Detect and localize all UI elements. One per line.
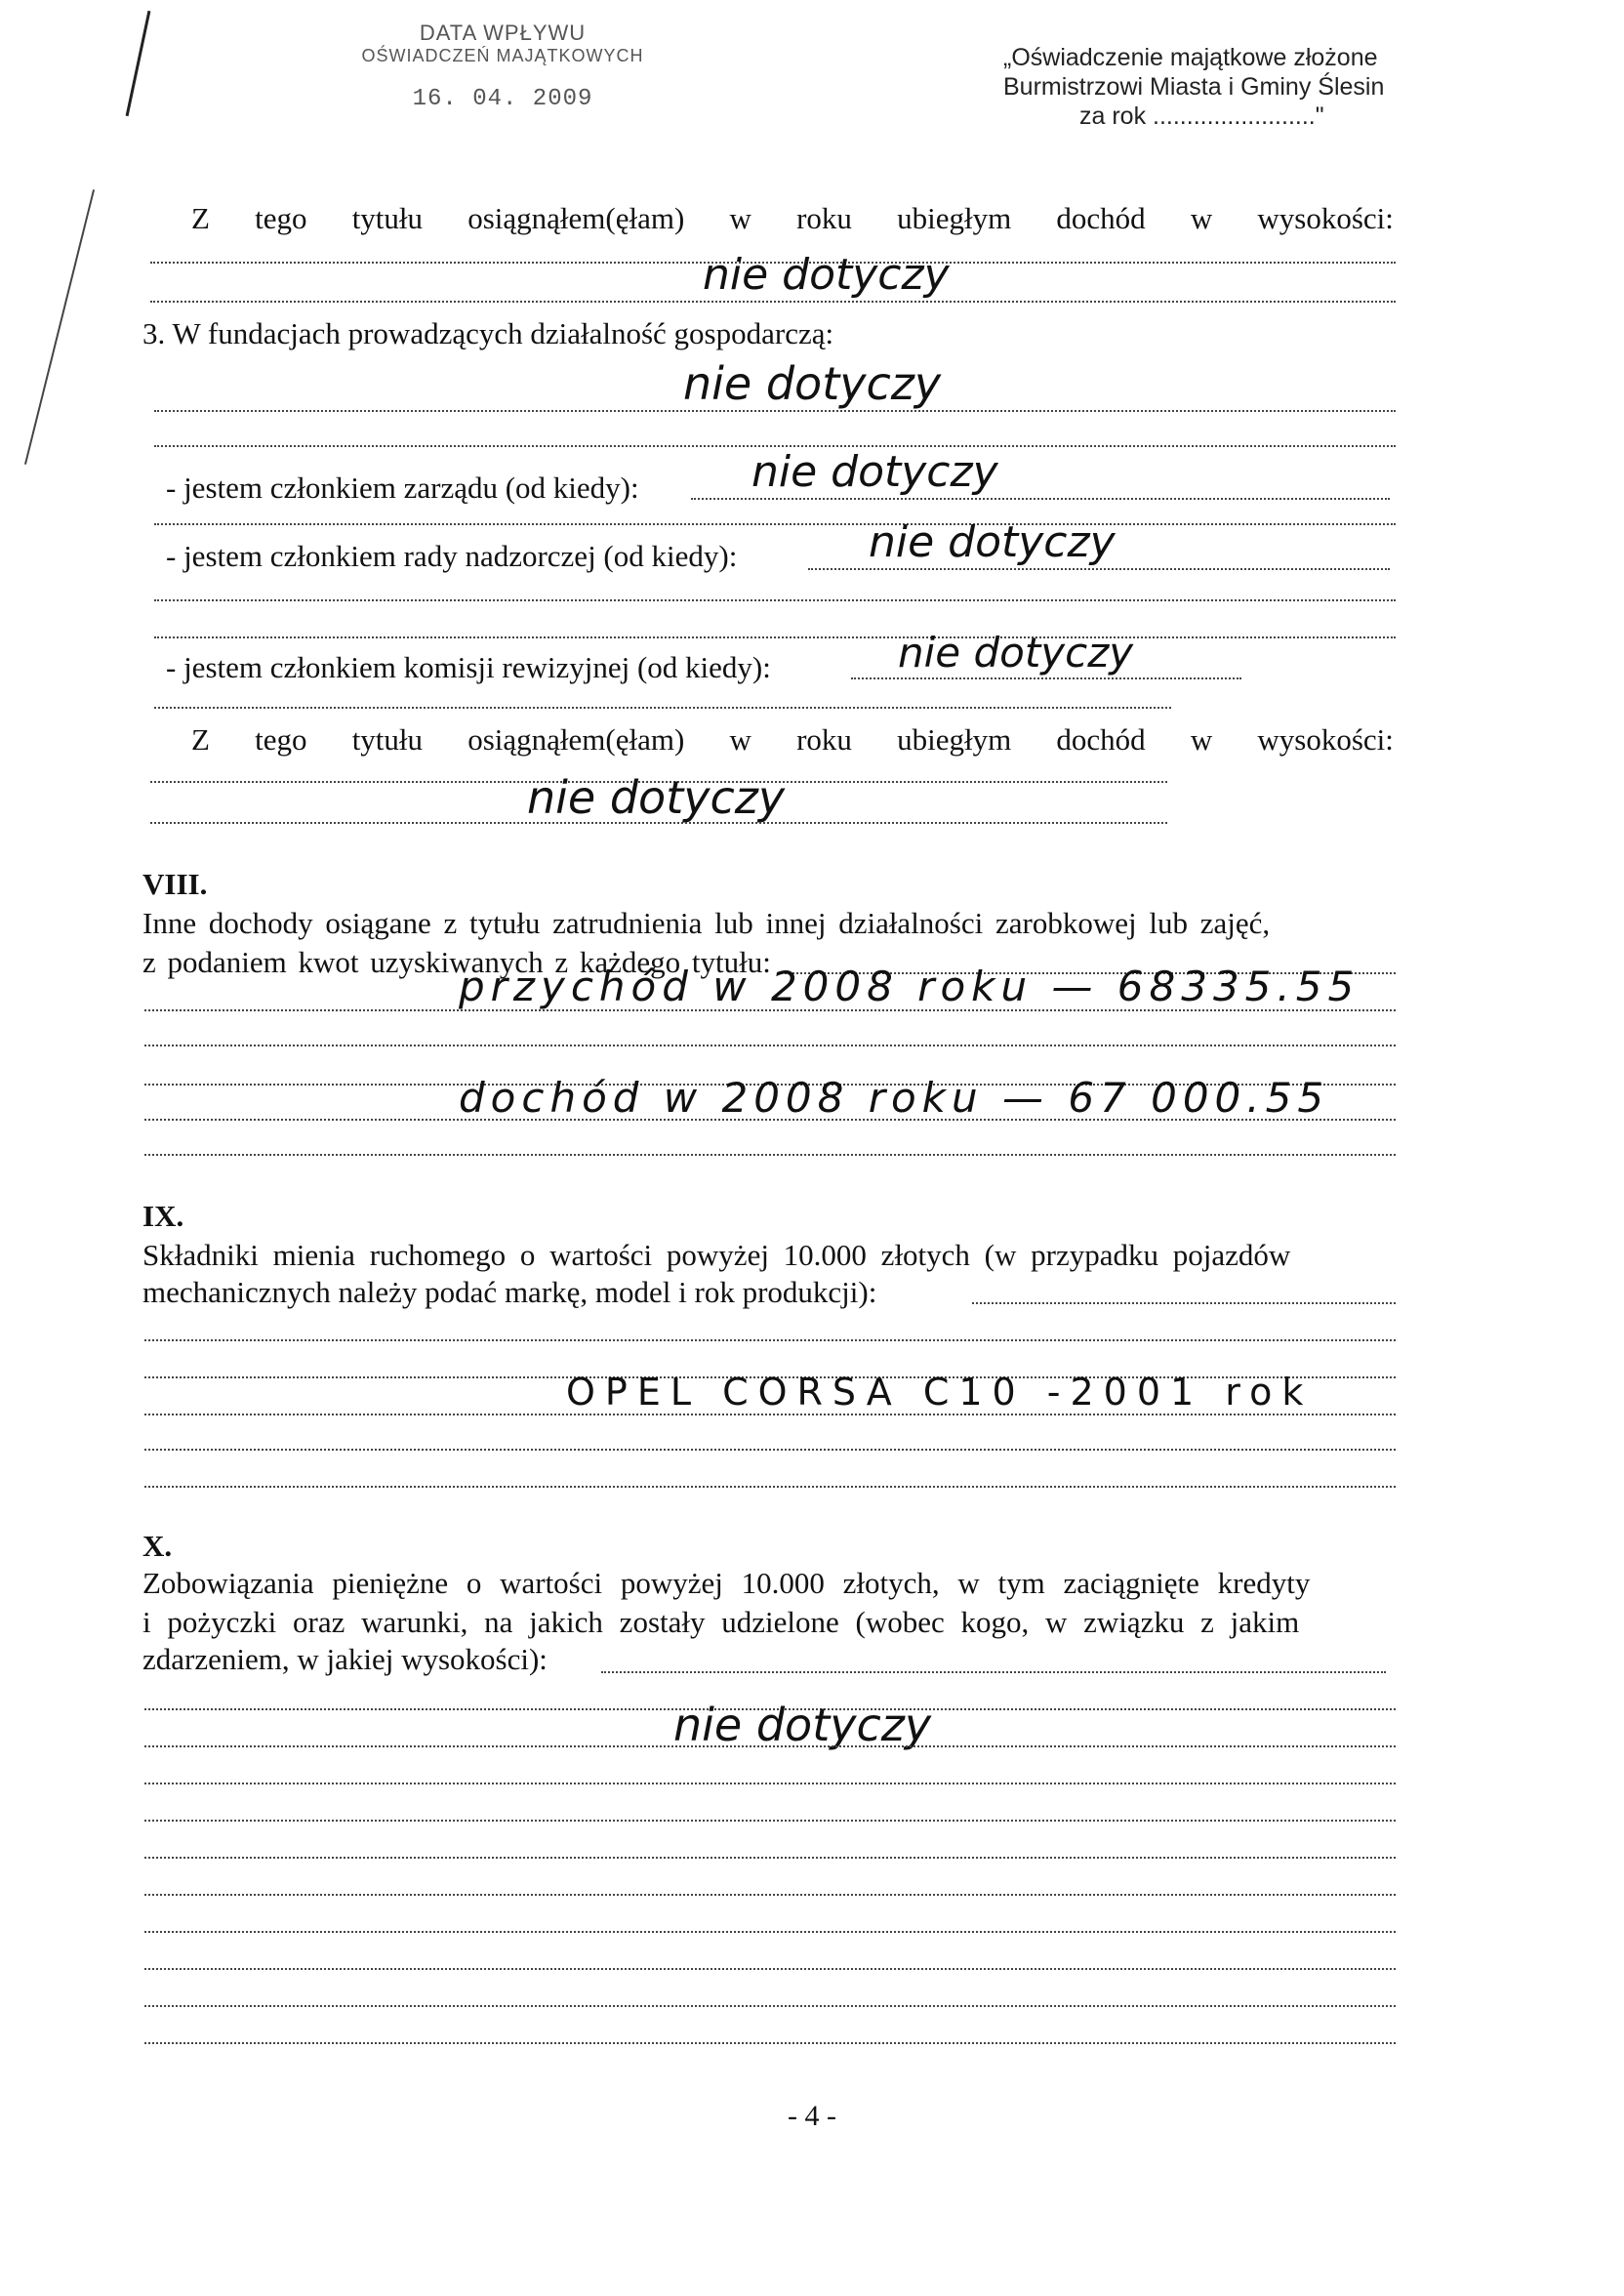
handwritten-income-line-1: przychód w 2008 roku — 68335.55	[459, 963, 1360, 1010]
dotted-line	[144, 1857, 1396, 1859]
stamp-title: DATA WPŁYWU	[419, 20, 587, 45]
header-line-2: Burmistrzowi Miasta i Gminy Ślesin	[1003, 73, 1385, 101]
foundations-label: 3. W fundacjach prowadzących działalność gospodarczą:	[142, 316, 834, 350]
audit-committee-label: - jestem członkiem komisji rewizyjnej (od kiedy):	[166, 650, 771, 684]
section-x-description-2: i pożyczki oraz warunki, na jakich zostały udzielone (wobec kogo, w związku z jakim	[142, 1605, 1300, 1639]
handwritten-answer: nie dotyczy	[673, 1699, 932, 1751]
dotted-line	[144, 1745, 1396, 1747]
dotted-line	[808, 568, 1390, 570]
dotted-line	[154, 599, 1396, 601]
dotted-line	[154, 707, 1171, 709]
handwritten-vehicle: OPEL CORSA C10 -2001 rok	[566, 1371, 1314, 1414]
dotted-line	[144, 1820, 1396, 1822]
dotted-line	[150, 301, 1396, 303]
section-x-description-3: zdarzeniem, w jakiej wysokości):	[142, 1642, 548, 1676]
stamp-subtitle: OŚWIADCZEŃ MAJĄTKOWYCH	[361, 46, 644, 65]
header-line-3: za rok ........................"	[1079, 102, 1324, 130]
dotted-line	[144, 1968, 1396, 1970]
stamp-date: 16. 04. 2009	[412, 86, 593, 112]
header-line-1: „Oświadczenie majątkowe złożone	[1003, 44, 1378, 71]
supervisory-board-label: - jestem członkiem rady nadzorczej (od kiedy):	[166, 539, 738, 573]
scan-edge-mark	[24, 189, 95, 465]
handwritten-answer: nie dotyczy	[527, 771, 786, 824]
dotted-line	[144, 1045, 1396, 1046]
dotted-line	[601, 1671, 1386, 1673]
dotted-line	[144, 1783, 1396, 1784]
section-viii-description-2: z podaniem kwot uzyskiwanych z każdego tytułu:	[142, 945, 771, 979]
dotted-line	[154, 410, 1396, 412]
section-viii-number: VIII.	[142, 867, 208, 901]
scan-edge-mark	[126, 11, 151, 116]
form-header	[1003, 43, 1413, 131]
handwritten-answer: nie dotyczy	[751, 447, 998, 497]
receipt-stamp	[322, 21, 683, 119]
dotted-line	[144, 1894, 1396, 1896]
dotted-line	[144, 1486, 1396, 1488]
section-ix-description: Składniki mienia ruchomego o wartości powyżej 10.000 złotych (w przypadku pojazdów	[142, 1238, 1291, 1272]
dotted-line	[144, 2005, 1396, 2007]
handwritten-answer: nie dotyczy	[869, 517, 1116, 567]
dotted-line	[154, 523, 1396, 525]
handwritten-answer: nie dotyczy	[898, 629, 1134, 676]
income-sentence: Z tego tytułu osiągnąłem(ęłam) w roku ubiegłym dochód w wysokości:	[191, 201, 1394, 235]
dotted-line	[154, 636, 1396, 638]
board-member-label: - jestem członkiem zarządu (od kiedy):	[166, 471, 639, 505]
dotted-line	[144, 1414, 1396, 1415]
section-x-description: Zobowiązania pieniężne o wartości powyżej 10.000 złotych, w tym zaciągnięte kredyty	[142, 1566, 1311, 1600]
dotted-line	[144, 1449, 1396, 1451]
dotted-line	[144, 2042, 1396, 2044]
handwritten-income-line-2: dochód w 2008 roku — 67 000.55	[459, 1074, 1330, 1122]
income-sentence: Z tego tytułu osiągnąłem(ęłam) w roku ubiegłym dochód w wysokości:	[191, 722, 1394, 757]
section-viii-description: Inne dochody osiągane z tytułu zatrudnienia lub innej działalności zarobkowej lub zajęć,	[142, 906, 1271, 940]
dotted-line	[144, 1119, 1396, 1121]
handwritten-answer: nie dotyczy	[703, 250, 950, 300]
section-ix-number: IX.	[142, 1199, 184, 1233]
dotted-line	[150, 822, 1167, 824]
handwritten-answer: nie dotyczy	[683, 357, 942, 410]
dotted-line	[144, 1339, 1396, 1341]
dotted-line	[144, 1154, 1396, 1156]
dotted-line	[972, 1302, 1396, 1304]
dotted-line	[691, 498, 1390, 500]
section-x-number: X.	[142, 1529, 173, 1563]
dotted-line	[144, 1931, 1396, 1933]
section-ix-description-2: mechanicznych należy podać markę, model i rok produkcji):	[142, 1275, 877, 1309]
page-number: - 4 -	[788, 2100, 836, 2132]
dotted-line	[144, 1009, 1396, 1011]
dotted-line	[851, 677, 1241, 679]
